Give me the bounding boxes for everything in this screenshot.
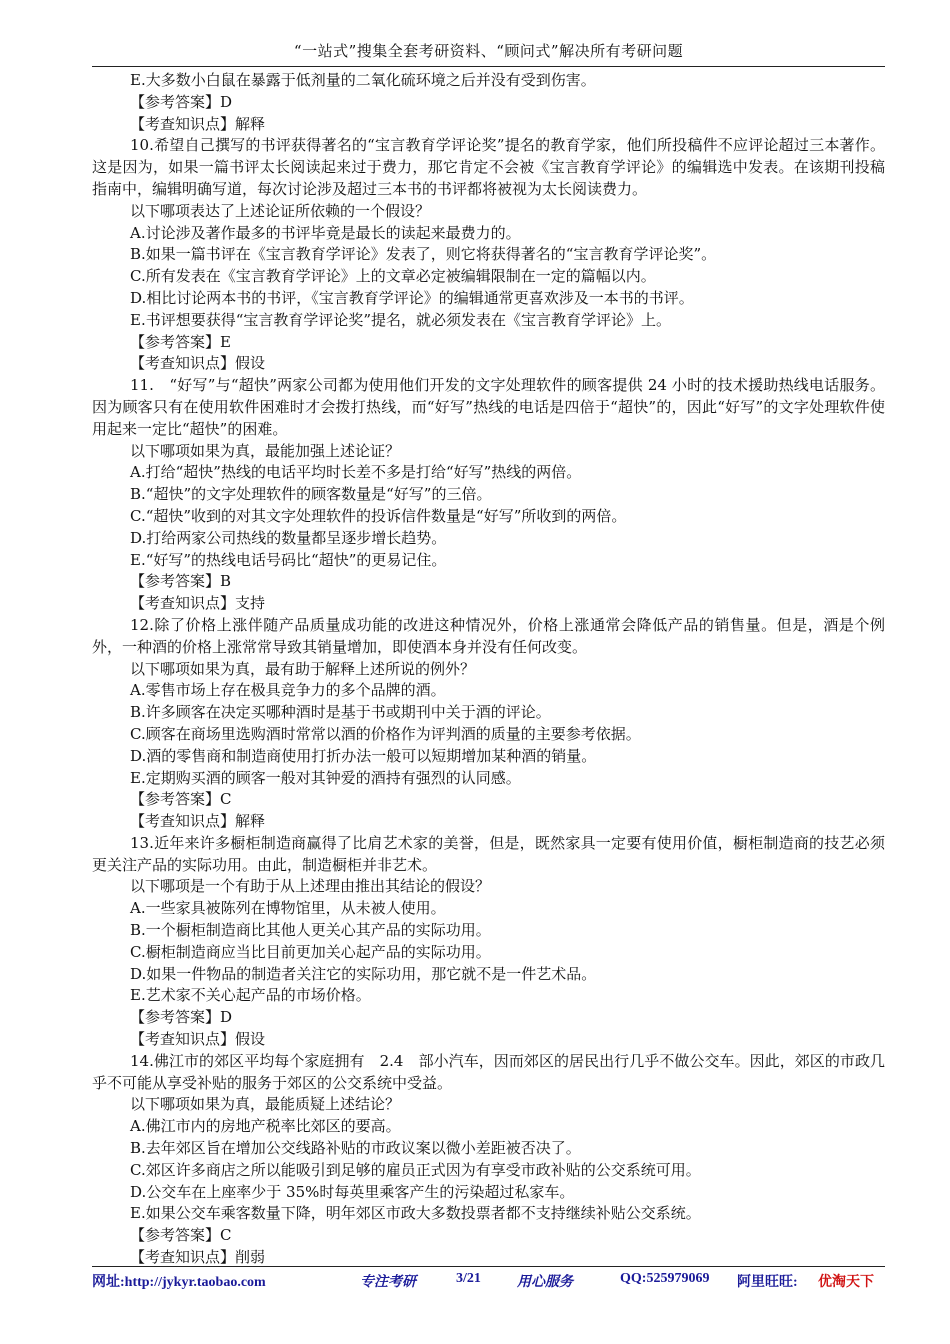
question-10-option-a: A.讨论涉及著作最多的书评毕竟是最长的读起来最费力的。 xyxy=(130,223,521,242)
question-10-topic: 【考查知识点】假设 xyxy=(130,354,266,373)
question-13-option-e: E.艺术家不关心起产品的市场价格。 xyxy=(130,986,371,1005)
question-12-option-c: C.顾客在商场里选购酒时常常以酒的价格作为评判酒的质量的主要参考依据。 xyxy=(130,724,641,743)
footer-shop-name[interactable]: 优淘天下 xyxy=(818,1275,874,1290)
question-14-option-c: C.郊区许多商店之所以能吸引到足够的雇员正式因为有享受市政补贴的公交系统可用。 xyxy=(130,1160,701,1179)
question-14-option-a: A.佛江市内的房地产税率比郊区的要高。 xyxy=(130,1117,401,1136)
question-11-option-b: B.“超快”的文字处理软件的顾客数量是“好写”的三倍。 xyxy=(130,485,492,504)
topic-line: 【考查知识点】解释 xyxy=(130,114,266,133)
footer-page-number: 3/21 xyxy=(456,1271,481,1286)
question-11-topic: 【考查知识点】支持 xyxy=(130,594,266,613)
question-14-option-b: B.去年郊区旨在增加公交线路补贴的市政议案以微小差距被否决了。 xyxy=(130,1139,581,1158)
page-footer xyxy=(92,1266,885,1291)
question-12-option-e: E.定期购买酒的顾客一般对其钟爱的酒持有强烈的认同感。 xyxy=(130,768,521,787)
question-11-option-e: E.“好写”的热线电话号码比“超快”的更易记住。 xyxy=(130,550,447,569)
question-11-option-c: C.“超快”收到的对其文字处理软件的投诉信件数量是“好写”所收到的两倍。 xyxy=(130,506,627,525)
question-12-prompt: 以下哪项如果为真，最有助于解释上述所说的例外？ xyxy=(130,659,476,678)
page-header: “一站式”搜集全套考研资料、“顾问式”解决所有考研问题 xyxy=(92,40,885,67)
footer-wangwang-label: 阿里旺旺: xyxy=(737,1275,798,1290)
question-13-option-a: A.一些家具被陈列在博物馆里，从未被人使用。 xyxy=(130,899,446,918)
question-12-topic: 【考查知识点】解释 xyxy=(130,812,266,831)
question-10-answer: 【参考答案】E xyxy=(130,332,231,351)
question-11-answer: 【参考答案】B xyxy=(130,572,232,591)
question-12-option-d: D.酒的零售商和制造商使用打折办法一般可以短期增加某种酒的销量。 xyxy=(130,746,597,765)
question-12-answer: 【参考答案】C xyxy=(130,790,232,809)
question-14-option-d: D.公交车在上座率少于 35%时每英里乘客产生的污染超过私家车。 xyxy=(130,1182,575,1201)
footer-slogan-service: 用心服务 xyxy=(517,1275,573,1290)
question-14-prompt: 以下哪项如果为真，最能质疑上述结论？ xyxy=(130,1095,401,1114)
document-body xyxy=(92,70,885,1269)
question-11-option-a: A.打给“超快”热线的电话平均时长差不多是打给“好写”热线的两倍。 xyxy=(130,463,582,482)
question-12-option-a: A.零售市场上存在极具竞争力的多个品牌的酒。 xyxy=(130,681,446,700)
question-14-stem: 14.佛江市的郊区平均每个家庭拥有 2.4 部小汽车，因而郊区的居民出行几乎不做公交车。因此，郊区的市政几乎不可能从享受补贴的服务于郊区的公交系统中受益。 xyxy=(92,1051,885,1092)
question-12-option-b: B.许多顾客在决定买哪种酒时是基于书或期刊中关于酒的评论。 xyxy=(130,703,551,722)
question-10-prompt: 以下哪项表达了上述论证所依赖的一个假设？ xyxy=(130,201,431,220)
question-14-answer: 【参考答案】C xyxy=(130,1226,232,1245)
question-10-option-b: B.如果一篇书评在《宝言教育学评论》发表了，则它将获得著名的“宝言教育学评论奖”。 xyxy=(130,245,717,264)
question-13-option-b: B.一个橱柜制造商比其他人更关心其产品的实际功用。 xyxy=(130,921,491,940)
question-11-stem: 11. “好写”与“超快”两家公司都为使用他们开发的文字处理软件的顾客提供 24 小时的技术援助热线电话服务。因为顾客只有在使用软件困难时才会拨打热线，而“好写”热线的电话是四倍于“超快”的，因此“好写”的文字处理软件使用起来一定比“超快”的困难。 xyxy=(92,376,885,438)
question-13-option-d: D.如果一件物品的制造者关注它的实际功用，那它就不是一件艺术品。 xyxy=(130,964,597,983)
question-13-answer: 【参考答案】D xyxy=(130,1008,233,1027)
question-13-option-c: C.橱柜制造商应当比目前更加关心起产品的实际功用。 xyxy=(130,942,491,961)
question-14-topic: 【考查知识点】削弱 xyxy=(130,1248,266,1267)
question-13-stem: 13.近年来许多橱柜制造商赢得了比肩艺术家的美誉，但是，既然家具一定要有使用价值，橱柜制造商的技艺必须更关注产品的实际功用。由此，制造橱柜并非艺术。 xyxy=(92,833,885,874)
question-10-option-d: D.相比讨论两本书的书评，《宝言教育学评论》的编辑通常更喜欢涉及一本书的书评。 xyxy=(130,288,694,307)
question-12-stem: 12.除了价格上涨伴随产品质量成功能的改进这种情况外，价格上涨通常会降低产品的销售量。但是，酒是个例外，一种酒的价格上涨常常导致其销量增加，即使酒本身并没有任何改变。 xyxy=(92,615,885,656)
question-11-option-d: D.打给两家公司热线的数量都呈逐步增长趋势。 xyxy=(130,528,447,547)
footer-qq-contact: QQ:525979069 xyxy=(620,1271,710,1286)
question-10-stem: 10.希望自己撰写的书评获得著名的“宝言教育学评论奖”提名的教育学家，他们所投稿件不应评论超过三本著作。这是因为，如果一篇书评太长阅读起来过于费力，那它肯定不会被《宝言教育学评论》的编辑选中发表。在该期刊投稿指南中，编辑明确写道，每次讨论涉及超过三本书的书评都将被视为太长阅读费力。 xyxy=(92,136,885,198)
question-13-prompt: 以下哪项是一个有助于从上述理由推出其结论的假设？ xyxy=(130,877,491,896)
footer-slogan-focus: 专注考研 xyxy=(360,1275,416,1290)
question-10-option-c: C.所有发表在《宝言教育学评论》上的文章必定被编辑限制在一定的篇幅以内。 xyxy=(130,267,656,286)
question-13-topic: 【考查知识点】假设 xyxy=(130,1030,266,1049)
question-11-prompt: 以下哪项如果为真，最能加强上述论证？ xyxy=(130,441,401,460)
option-line: E.大多数小白鼠在暴露于低剂量的二氧化硫环境之后并没有受到伤害。 xyxy=(130,71,596,89)
answer-line: 【参考答案】D xyxy=(130,92,233,111)
question-10-option-e: E.书评想要获得“宝言教育学评论奖”提名，就必须发表在《宝言教育学评论》上。 xyxy=(130,310,672,329)
question-14-option-e: E.如果公交车乘客数量下降，明年郊区市政大多数投票者都不支持继续补贴公交系统。 xyxy=(130,1204,701,1223)
footer-website-link[interactable]: 网址:http://jykyr.taobao.com xyxy=(92,1275,266,1290)
